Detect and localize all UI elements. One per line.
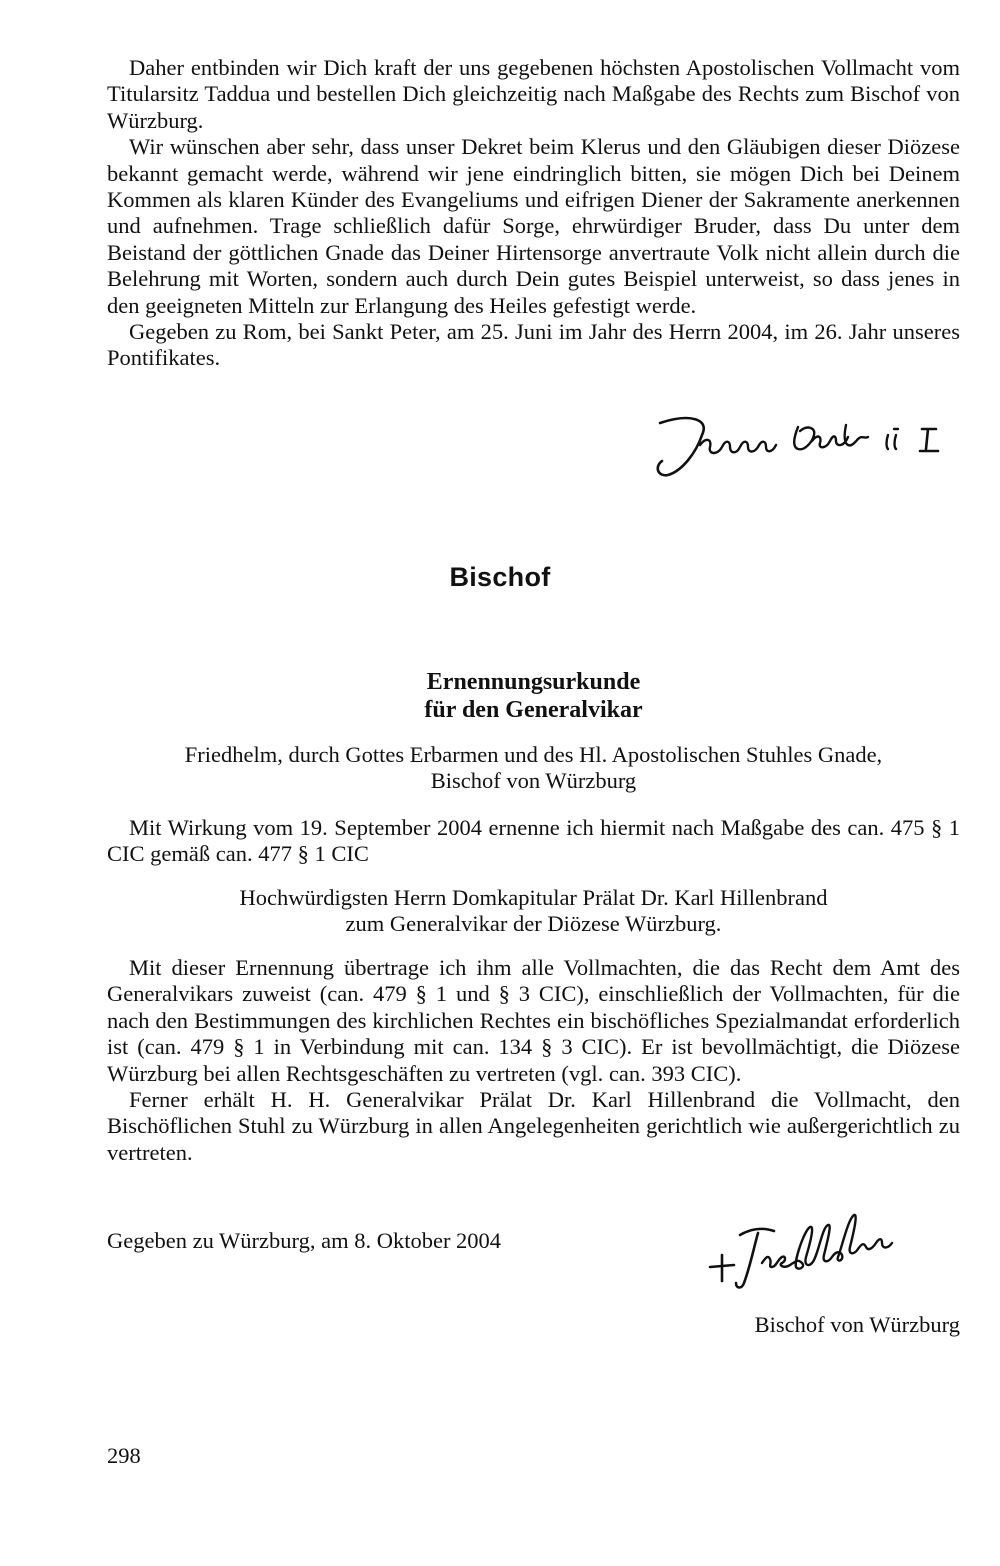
decree-paragraph-1: Daher entbinden wir Dich kraft der uns gegebenen höchsten Apostolischen Vollmacht vom Titularsitz Taddua und bestellen Dich gleichzeitig nach Maßgabe des Rechts zum Bischof von Würzburg. xyxy=(107,55,960,133)
bishop-signature xyxy=(700,1205,960,1305)
decree-text-block xyxy=(107,55,960,372)
given-text: Gegeben zu Würzburg, am 8. Oktober 2004 xyxy=(107,1228,502,1253)
appointee-block xyxy=(107,885,960,938)
powers-paragraph-2: Ferner erhält H. H. Generalvikar Prälat Dr. Karl Hillenbrand die Vollmacht, den Bischöflichen Stuhl zu Würzburg in allen Angelegenheiten gerichtlich wie außergerichtlich zu vertreten. xyxy=(107,1087,960,1165)
section-heading: Bischof xyxy=(449,562,551,592)
document-title-line-2: für den Generalvikar xyxy=(424,697,643,723)
given-block xyxy=(107,1228,607,1254)
appointee-line-1: Hochwürdigsten Herrn Domkapitular Prälat Dr. Karl Hillenbrand xyxy=(239,885,828,910)
decree-paragraph-2: Wir wünschen aber sehr, dass unser Dekret beim Klerus und den Gläubigen dieser Diözese bekannt gemacht werde, während wir jene eindringlich bitten, sie mögen Dich bei Deinem Kommen als klaren Künder des Evangeliums und eifrigen Diener der Sakramente anerkennen und aufnehmen. Trage schließlich dafür Sorge, ehrwürdiger Bruder, dass Du unter dem Beistand der göttlichen Gnade das Deiner Hirtensorge anvertraute Volk nicht allein durch die Belehrung mit Worten, sondern auch durch Dein gutes Beispiel unterweist, so dass jenes in den geeigneten Mitteln zur Erlangung des Heiles gefestigt werde. xyxy=(107,134,960,318)
decree-paragraph-3: Gegeben zu Rom, bei Sankt Peter, am 25. Juni im Jahr des Herrn 2004, im 26. Jahr unseres Pontifikates. xyxy=(107,319,960,371)
powers-paragraph-1: Mit dieser Ernennung übertrage ich ihm alle Vollmachten, die das Recht dem Amt des Generalvikars zuweist (can. 479 § 1 und § 3 CIC), einschließlich der Vollmachten, für die nach den Bestimmungen des kirchlichen Rechtes ein bischöfliches Spezialmandat erforderlich ist (can. 479 § 1 in Verbindung mit can. 134 § 3 CIC). Er ist bevollmächtigt, die Diözese Würzburg bei allen Rechtsgeschäften zu vertreten (vgl. can. 393 CIC). xyxy=(107,955,960,1086)
issuer-line-1: Friedhelm, durch Gottes Erbarmen und des Hl. Apostolischen Stuhles Gnade, xyxy=(184,742,883,767)
effect-paragraph: Mit Wirkung vom 19. September 2004 ernenne ich hiermit nach Maßgabe des can. 475 § 1 CIC gemäß can. 477 § 1 CIC xyxy=(107,815,960,867)
powers-block xyxy=(107,955,960,1166)
issuer-line-2: Bischof von Würzburg xyxy=(430,768,637,794)
effect-block xyxy=(107,815,960,868)
signature-caption: Bischof von Würzburg xyxy=(754,1312,960,1337)
appointee-line-2: zum Generalvikar der Diözese Würzburg. xyxy=(345,911,722,937)
issuer-block xyxy=(107,742,960,795)
page-number: 298 xyxy=(107,1443,141,1468)
document-title-line-1: Ernennungsurkunde xyxy=(426,669,641,695)
document-title xyxy=(107,668,960,724)
papal-signature xyxy=(630,405,970,485)
